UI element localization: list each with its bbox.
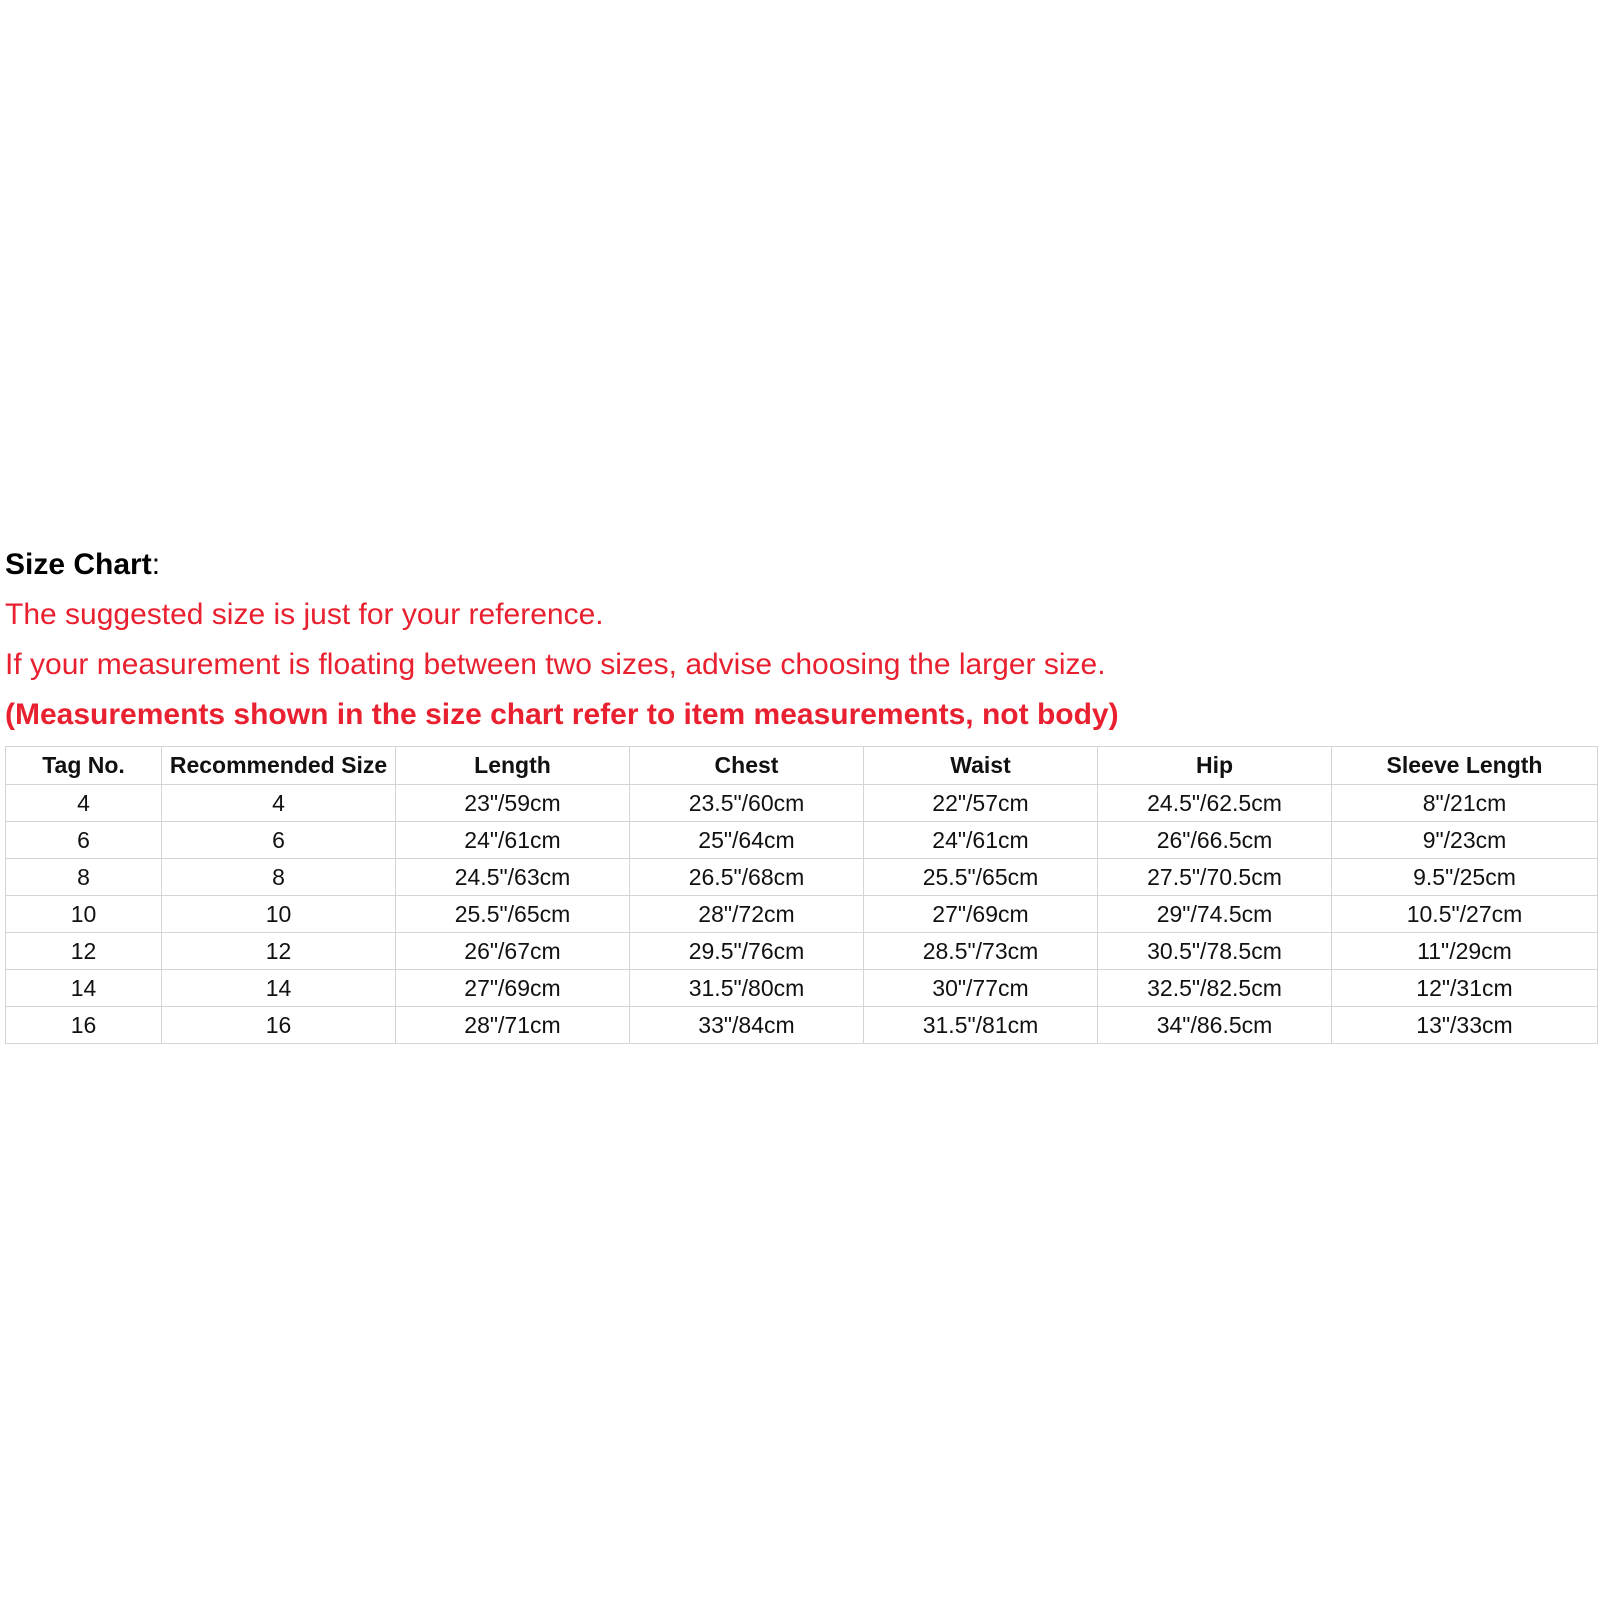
cell-waist: 31.5"/81cm [864,1007,1098,1044]
cell-length: 28"/71cm [396,1007,630,1044]
cell-tag-no: 12 [6,933,162,970]
cell-recommended-size: 8 [162,859,396,896]
cell-length: 24"/61cm [396,822,630,859]
cell-sleeve-length: 9.5"/25cm [1332,859,1598,896]
cell-length: 27"/69cm [396,970,630,1007]
cell-tag-no: 14 [6,970,162,1007]
cell-hip: 29"/74.5cm [1098,896,1332,933]
cell-hip: 34"/86.5cm [1098,1007,1332,1044]
size-table [5,746,1598,1044]
cell-recommended-size: 4 [162,785,396,822]
table-row [6,970,1598,1007]
cell-chest: 26.5"/68cm [630,859,864,896]
cell-hip: 32.5"/82.5cm [1098,970,1332,1007]
table-row [6,896,1598,933]
header-hip: Hip [1098,747,1332,785]
cell-sleeve-length: 11"/29cm [1332,933,1598,970]
cell-recommended-size: 12 [162,933,396,970]
size-chart-title-text: Size Chart [5,548,152,581]
cell-recommended-size: 14 [162,970,396,1007]
larger-size-advice: If your measurement is floating between two sizes, advise choosing the larger size. [5,648,1106,681]
table-header-row [6,747,1598,785]
size-chart-section [5,548,1597,1044]
cell-tag-no: 10 [6,896,162,933]
cell-sleeve-length: 8"/21cm [1332,785,1598,822]
cell-recommended-size: 10 [162,896,396,933]
cell-sleeve-length: 12"/31cm [1332,970,1598,1007]
table-row [6,859,1598,896]
cell-tag-no: 6 [6,822,162,859]
header-chest: Chest [630,747,864,785]
cell-chest: 23.5"/60cm [630,785,864,822]
cell-recommended-size: 16 [162,1007,396,1044]
cell-length: 25.5"/65cm [396,896,630,933]
cell-waist: 27"/69cm [864,896,1098,933]
size-chart-title-colon: : [151,548,161,581]
cell-waist: 30"/77cm [864,970,1098,1007]
size-chart-title [5,548,1597,582]
cell-chest: 33"/84cm [630,1007,864,1044]
cell-length: 23"/59cm [396,785,630,822]
cell-waist: 24"/61cm [864,822,1098,859]
cell-tag-no: 8 [6,859,162,896]
cell-chest: 31.5"/80cm [630,970,864,1007]
table-row [6,1007,1598,1044]
header-sleeve-length: Sleeve Length [1332,747,1598,785]
header-tag-no: Tag No. [6,747,162,785]
reference-note: The suggested size is just for your reference. [5,598,604,631]
cell-hip: 26"/66.5cm [1098,822,1332,859]
table-row [6,933,1598,970]
cell-sleeve-length: 10.5"/27cm [1332,896,1598,933]
cell-length: 24.5"/63cm [396,859,630,896]
cell-tag-no: 4 [6,785,162,822]
cell-tag-no: 16 [6,1007,162,1044]
cell-hip: 24.5"/62.5cm [1098,785,1332,822]
header-recommended-size: Recommended Size [162,747,396,785]
measurement-disclaimer: (Measurements shown in the size chart refer to item measurements, not body) [5,698,1119,731]
header-length: Length [396,747,630,785]
cell-hip: 27.5"/70.5cm [1098,859,1332,896]
cell-chest: 29.5"/76cm [630,933,864,970]
table-row [6,822,1598,859]
cell-waist: 22"/57cm [864,785,1098,822]
cell-length: 26"/67cm [396,933,630,970]
cell-waist: 25.5"/65cm [864,859,1098,896]
cell-sleeve-length: 9"/23cm [1332,822,1598,859]
cell-chest: 28"/72cm [630,896,864,933]
table-row [6,785,1598,822]
cell-sleeve-length: 13"/33cm [1332,1007,1598,1044]
cell-recommended-size: 6 [162,822,396,859]
cell-waist: 28.5"/73cm [864,933,1098,970]
cell-chest: 25"/64cm [630,822,864,859]
header-waist: Waist [864,747,1098,785]
cell-hip: 30.5"/78.5cm [1098,933,1332,970]
